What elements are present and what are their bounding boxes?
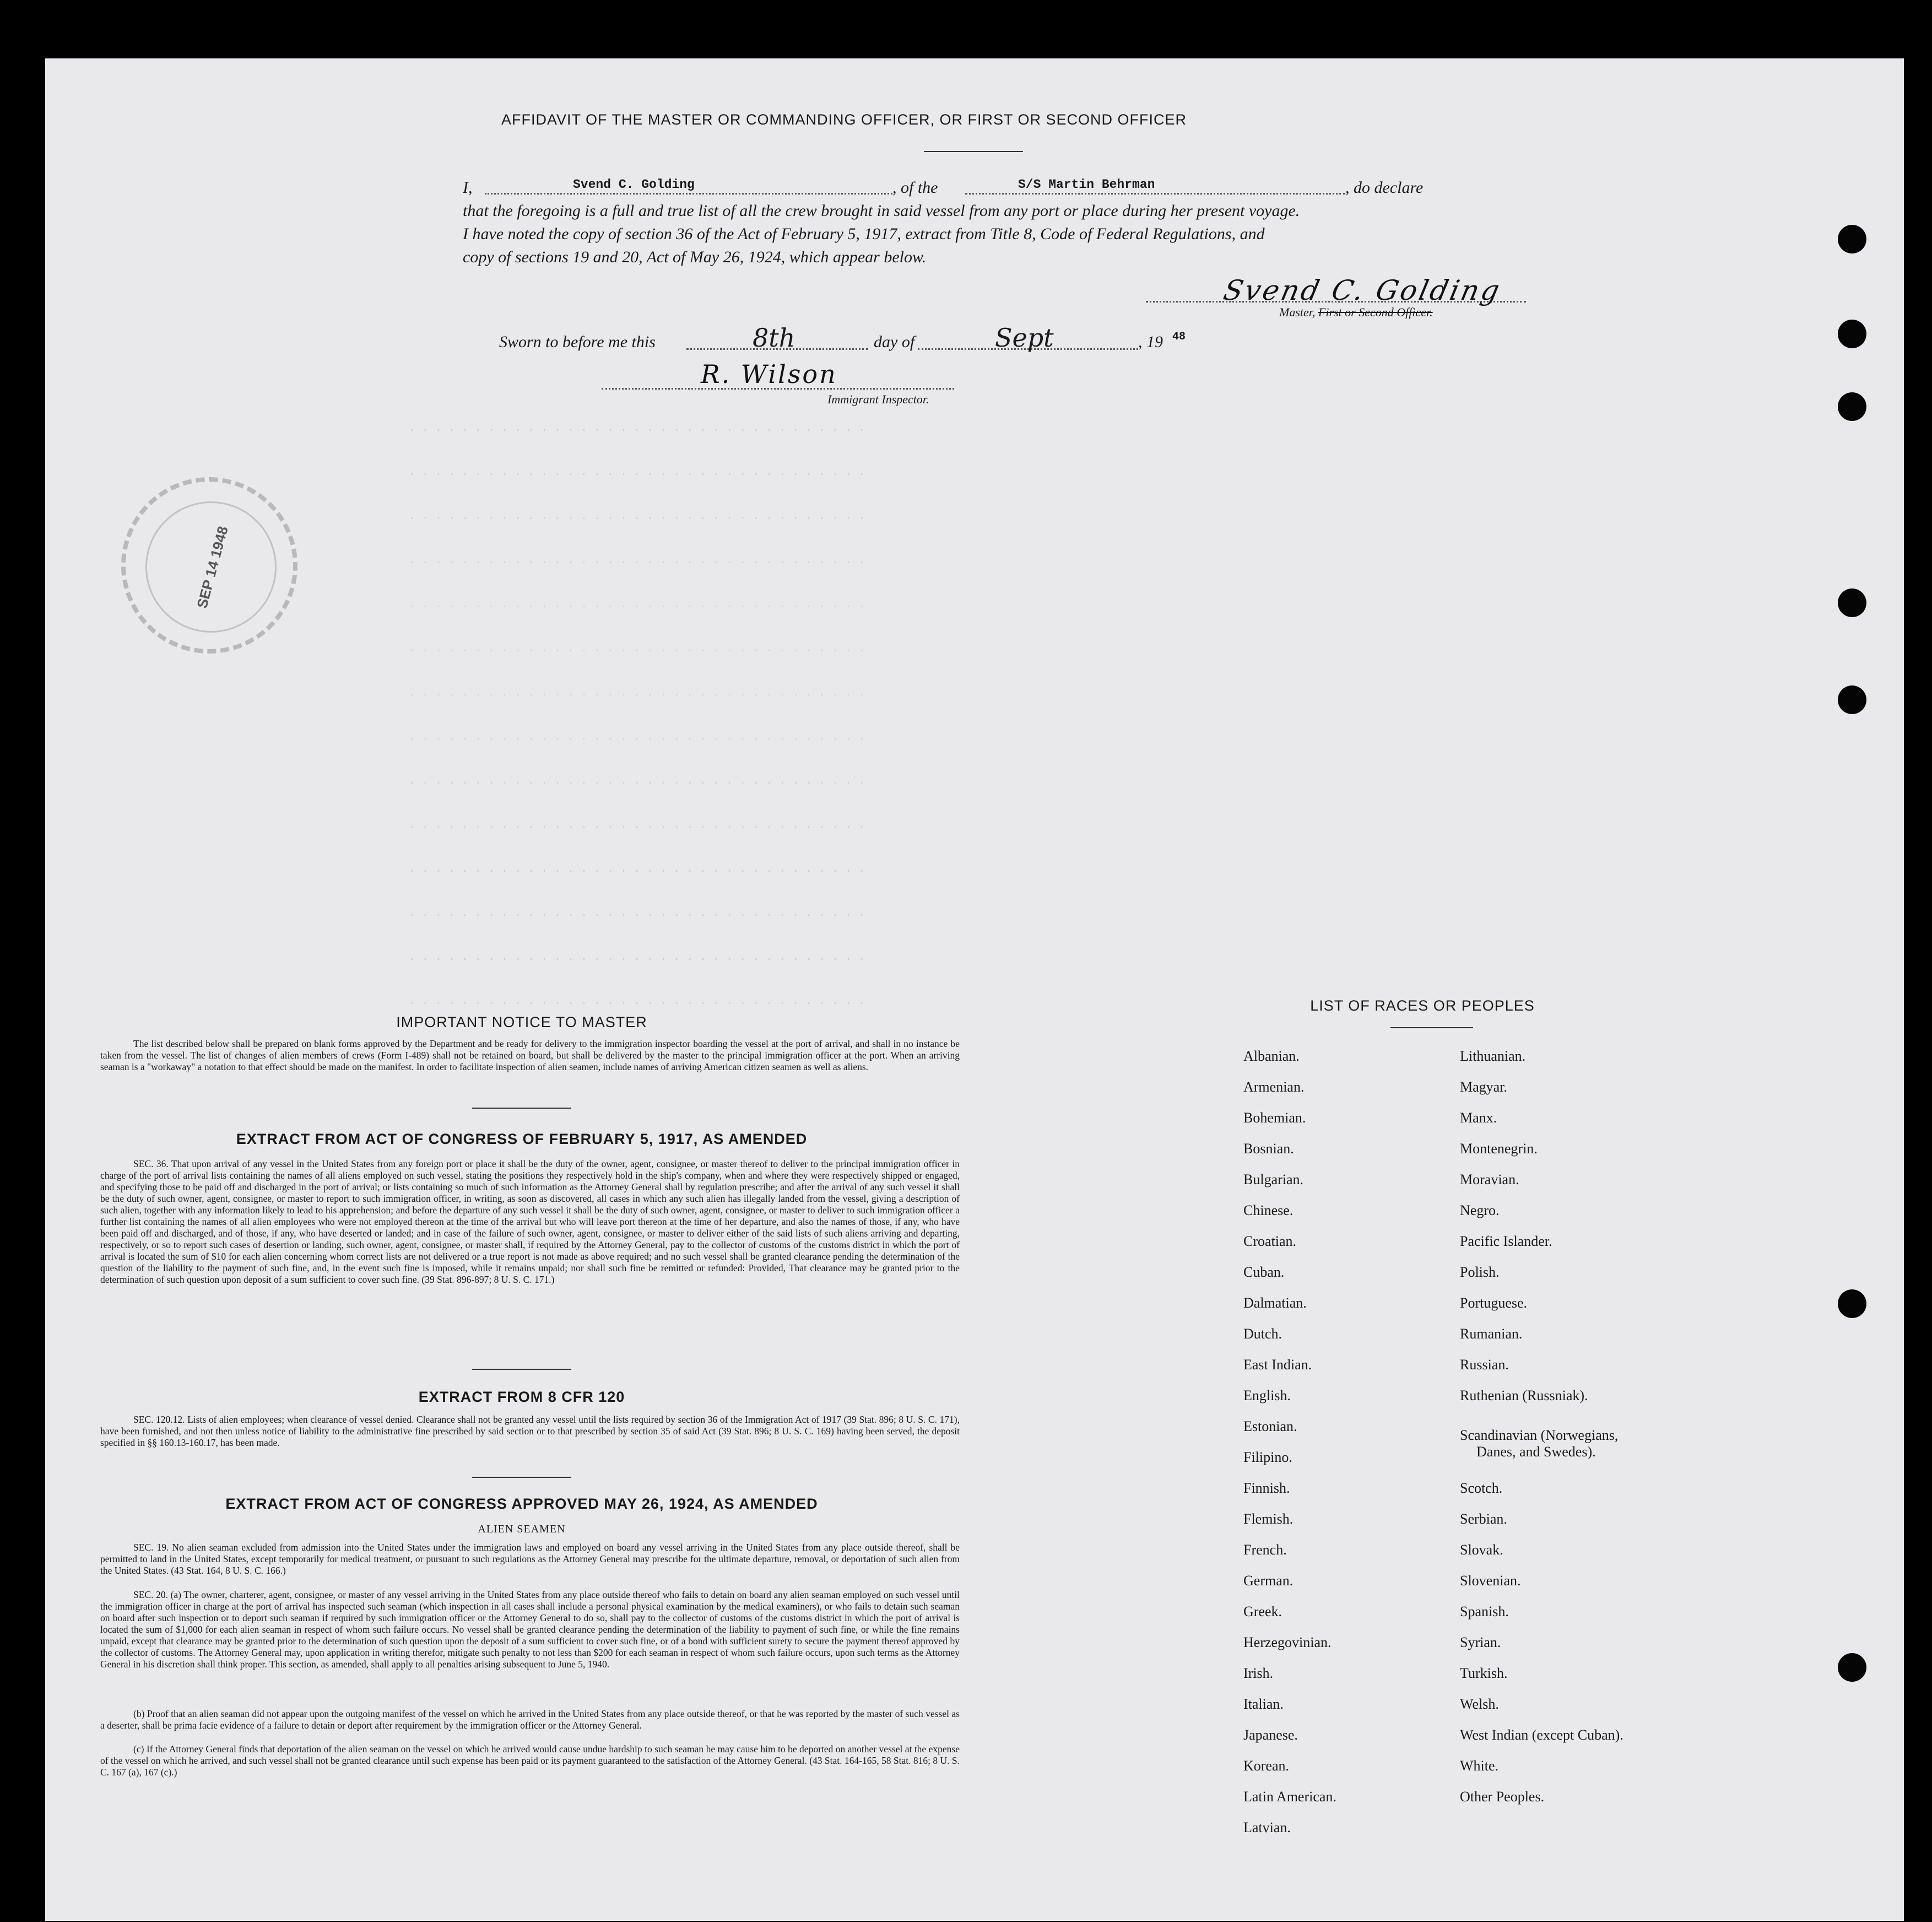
extract-1917-body: SEC. 36. That upon arrival of any vessel in the United States from any foreign port or place it shall be the duty of the owner, agent, consignee, or master thereof to deliver to the principal immigration officer in charge of the port of arrival lists containing the names of all aliens employed on such vessel, stating the positions they respectively hold in the ship's company, when and where they were respectively shipped or engaged, and specifying those to be paid off and discharged in the port of arrival; or lists containing so much of such information as the Attorney General shall by regulation prescribe; and after the arrival of any such vessel it shall be the duty of such owner, agent, consignee, or master to report to such immigration officer, in writing, as soon as discovered, all cases in which any such alien has illegally landed from the vessel, giving a description of such alien, together with any information likely to lead to his apprehension; and before the departure of any such vessel it shall be the duty of such owner, agent, consignee, or master to deliver to such immigration officer a further list containing the names of all alien employees who were not employed thereon at the time of the arrival but who will leave port thereon at the time of her departure, and also the names of those, if any, who have been paid off and discharged, and of those, if any, who have deserted or landed; and in case of the failure of such owner, agent, consignee, or master to deliver either of the said lists of such aliens arriving and departing, respectively, or so to report such cases of desertion or landing, such owner, agent, consignee, or master shall, if required by the Attorney General, pay to the collector of customs of the customs district in which the port of arrival is located the sum of $10 for each alien concerning whom correct lists are not delivered or a true report is not made as above required; and no such vessel shall be granted clearance pending the determination of the question of the liability to the payment of such fine, and, in the event such fine is imposed, while it remains unpaid; nor shall such fine be remitted or refunded: Provided, That clearance may be granted prior to the determination of such question upon deposit of a sum sufficient to cover such fine. (39 Stat. 896-897; 8 U. S. C. 171.) xyxy=(100,1158,960,1285)
race-item: Serbian. xyxy=(1460,1511,1507,1527)
master-signature: Svend C. Golding xyxy=(1220,274,1505,306)
affidavit-line-1 xyxy=(463,179,1554,201)
race-item: Finnish. xyxy=(1243,1480,1290,1496)
year-suffix: 48 xyxy=(1172,331,1186,343)
race-item: Magyar. xyxy=(1460,1079,1507,1095)
race-item: Latin American. xyxy=(1243,1789,1336,1805)
race-item: Turkish. xyxy=(1460,1665,1508,1681)
extract-1924-subtitle: ALIEN SEAMEN xyxy=(478,1523,566,1535)
received-date-stamp xyxy=(121,477,297,654)
race-item: Ruthenian (Russniak). xyxy=(1460,1387,1588,1403)
race-item: Slovak. xyxy=(1460,1542,1503,1558)
race-item: Herzegovinian. xyxy=(1243,1634,1332,1650)
extract-1924-title: EXTRACT FROM ACT OF CONGRESS APPROVED MAY 26, 1924, AS AMENDED xyxy=(225,1496,818,1512)
race-item: Lithuanian. xyxy=(1460,1048,1526,1064)
race-item: Armenian. xyxy=(1243,1079,1305,1095)
notice-title: IMPORTANT NOTICE TO MASTER xyxy=(396,1014,647,1030)
section-rule xyxy=(472,1369,571,1370)
extract-1924-sec19: SEC. 19. No alien seaman excluded from admission into the United States under the immigration laws and employed on board any vessel arriving in the United States from any place outside thereof, shall be permitted to land in the United States, except temporarily for medical treatment, or pursuant to such regulations as the Attorney General may prescribe for the ultimate departure, removal, or deportation of such alien from the United States. (43 Stat. 164, 8 U. S. C. 166.) xyxy=(100,1542,960,1576)
punch-hole xyxy=(1838,1289,1866,1318)
race-item: Croatian. xyxy=(1243,1233,1297,1249)
race-item: Bulgarian. xyxy=(1243,1171,1304,1187)
race-item: Dutch. xyxy=(1243,1326,1282,1342)
race-item: Chinese. xyxy=(1243,1202,1294,1218)
inspector-signature: R. Wilson xyxy=(701,359,837,389)
races-title-rule xyxy=(1390,1027,1473,1028)
race-item: Rumanian. xyxy=(1460,1326,1523,1342)
race-item: Filipino. xyxy=(1243,1449,1292,1465)
affidavit-line-4: copy of sections 19 and 20, Act of May 26, 1924, which appear below. xyxy=(463,248,927,266)
extract-1924-sec20c: (c) If the Attorney General finds that deportation of the alien seaman on the vessel on which he arrived would cause undue hardship to such seaman he may cause him to be deported on another vessel at the expense of the vessel on which he arrived, and such vessel shall not be granted clearance until such expense has been paid or its payment guaranteed to the satisfaction of the Attorney General. (43 Stat. 164-165, 58 Stat. 816; 8 U. S. C. 167 (a), 167 (c).) xyxy=(100,1743,960,1778)
document-page: . . . . . . . . . . . . . . . . . . . . . . . . . . . . . . . . . . . . . . . . . . . . . . . . . . . . . . . . . . . . . . . . . . . . . . . . . . . . . . . . . . . . . . . . . . . . . . . . . . . . . . . . . . . . . . . . . . . . . . . . . . . . . . . . . . . . . . . . . . . . . . . . . . . . . . . . . . . . . . . . . . . . . . . . . . . . . . . . . . . . . . . . . . . . . . . . . . . . . . . . . . . . . . . . . . . . . . . . . . . . . . . . . . . . . . . . . . . . . . . . . . . . . . . . . . . . . . . . . . . . . . . . . . . . . . . . . . . . . . . . . . . . . . . . . . . . . . . . . . . . . . . . . . . . . . . . . . . . . . . . . . . . . . . . . . . . . . . . . . . . . . . . . . . . . . . . . . . . . . . . . . . . . . . . . . . . . . . . . . . . . . . . . . . . . . . . . . . . . . . . . . . . . . . . . . . . . . . . . . . . . . . . . . . . . . . . . . . . . . . . . . . . . . . . . . . . . . . . . . . . . . . . . . . . . . . . . . . . . . . . . . . . . . . . . . AFFIDAVIT OF THE MASTER OR COMMANDING OFFICER, OR FIRST OR SECOND OFFICER I, Svend C. Golding , of the S/S Martin Behrman , do declare that the foregoing is a full and true list of all the crew brought in said vessel from any port or place during her present voyage. I have noted the copy of section 36 of the Act of February 5, 1917, extract from Title 8, Code of Federal Regulations, and copy of sections 19 and 20, Act of May 26, 1924, which appear below. Svend C. Golding Master, First or Second Officer. Sworn to before me this 8th day of Sept , 19 48 R. Wilson Immigrant Inspector. SEP 14 1948 IMPORTANT NOTICE TO MASTER The list described below shall be prepared on blank forms approved by the Department and be ready for delivery to the immigration inspector boarding the vessel at the port of arrival, and shall in no instance be taken from the vessel. The list of changes of alien members of crews (Form I-489) shall not be retained on board, but shall be delivered by the master to the principal immigration officer at the port. When an arriving seaman is a "workaway" a notation to that effect should be made on the manifest. In order to facilitate inspection of alien seamen, include names of arriving American citizen seamen as well as aliens. EXTRACT FROM ACT OF CONGRESS OF FEBRUARY 5, 1917, AS AMENDED SEC. 36. That upon arrival of any vessel in the United States from any foreign port or place it shall be the duty of the owner, agent, consignee, or master thereof to deliver to the principal immigration officer in charge of the port of arrival lists containing the names of all aliens employed on such vessel, stating the positions they respectively hold in the ship's company, when and where they were respectively shipped or engaged, and specifying those to be paid off and discharged in the port of arrival; or lists containing so much of such information as the Attorney General shall by regulation prescribe; and after the arrival of any such vessel it shall be the duty of such owner, agent, consignee, or master to report to such immigration officer, in writing, as soon as discovered, all cases in which any such alien has illegally landed from the vessel, giving a description of such alien, together with any information likely to lead to his apprehension; and before the departure of any such vessel it shall be the duty of such owner, agent, consignee, or master to deliver to such immigration officer a further list containing the names of all alien employees who were not employed thereon at the time of the arrival but who will leave port thereon at the time of her departure, and also the names of those, if any, who have been paid off and discharged, and of those, if any, who have deserted or landed; and in case of the failure of such owner, agent, consignee, or master to deliver either of the said lists of such aliens arriving and departing, respectively, or so to report such cases of desertion or landing, such owner, agent, consignee, or master shall, if required by the Attorney General, pay to the collector of customs of the customs district in which the port of arrival is located the sum of $10 for each alien concerning whom correct lists are not delivered or a true report is not made as above required; and no such vessel shall be granted clearance pending the determination of the question of the liability to the payment of such fine, and, in the event such fine is imposed, while it remains unpaid; nor shall such fine be remitted or refunded: Provided, That clearance may be granted prior to the determination of such question upon deposit of a sum sufficient to cover such fine. (39 Stat. 896-897; 8 U. S. C. 171.) EXTRACT FROM 8 CFR 120 SEC. 120.12. Lists of alien employees; when clearance of vessel denied. Clearance shall not be granted any vessel until the lists required by section 36 of the Immigration Act of 1917 (39 Stat. 896; 8 U. S. C. 171), have been furnished, and not then unless notice of liability to the administrative fine prescribed by said section or to that prescribed by section 35 of said Act (39 Stat. 896; 8 U. S. C. 169) having been served, the deposit specified in §§ 160.13-160.17, has been made. EXTRACT FROM ACT OF CONGRESS APPROVED MAY 26, 1924, AS AMENDED ALIEN SEAMEN SEC. 19. No alien seaman excluded from admission into the United States under the immigration laws and employed on board any vessel arriving in the United States from any place outside thereof, shall be permitted to land in the United States, except temporarily for medical treatment, or pursuant to such regulations as the Attorney General may prescribe for the ultimate departure, removal, or deportation of such alien from the United States. (43 Stat. 164, 8 U. S. C. 166.) SEC. 20. (a) The owner, charterer, agent, consignee, or master of any vessel arriving in the United States from any place outside thereof who fails to detain on board any alien seaman employed on such vessel until the immigration officer in charge at the port of arrival has inspected such seaman (which inspection in all cases shall include a personal physical examination by the medical examiners), or who fails to detain such seaman on board after such inspection or to deport such seaman if required by such immigration officer or the Attorney General to do so, shall pay to the collector of customs of the customs district in which the port of arrival is located the sum of $1,000 for each alien seaman in respect of whom such failure occurs. No vessel shall be granted clearance pending the determination of the liability to payment of such fine, or while the fine remains unpaid, except that clearance may be granted prior to the determination of such question upon the deposit of a sum sufficient to cover such fine, or of a bond with sufficient surety to secure the payment thereof approved by the collector of customs. The Attorney General may, upon application in writing therefor, mitigate such penalty to not less than $200 for each seaman in respect of whom such failure occurs, upon such terms as the Attorney General in his discretion shall think proper. This section, as amended, shall apply to all penalties arising subsequent to June 5, 1940. (b) Proof that an alien seaman did not appear upon the outgoing manifest of the vessel on which he arrived in the United States from any place outside thereof, or that he was reported by the master of such vessel as a deserter, shall be prima facie evidence of a failure to detain or deport after requirement by the immigration officer or the Attorney General. (c) If the Attorney General finds that deportation of the alien seaman on the vessel on which he arrived would cause undue hardship to such seaman he may cause him to be deported on another vessel at the expense of the vessel on which he arrived, and such vessel shall not be granted clearance until such expense has been paid or its payment guaranteed to the satisfaction of the Attorney General. (43 Stat. 164-165, 58 Stat. 816; 8 U. S. C. 167 (a), 167 (c).) LIST OF RACES OR PEOPLES Albanian. Armenian. Bohemian. Bosnian. Bulgarian. Chinese. Croatian. Cuban. Dalmatian. Dutch. East Indian. English. Estonian. Filipino. Finnish. Flemish. French. German. Greek. Herzegovinian. Irish. Italian. Japanese. Korean. Latin American. Latvian. Lithuanian. Magyar. Manx. Montenegrin. Moravian. Negro. Pacific Islander. Polish. Portuguese. Rumanian. Russian. Ruthenian (Russniak). Scandinavian (Norwegians, Danes, and Swedes). Scotch. Serbian. Slovak. Slovenian. Spanish. Syrian. Turkish. Welsh. West Indian (except Cuban). White. Other Peoples. xyxy=(45,58,1904,1921)
extract-cfr-title: EXTRACT FROM 8 CFR 120 xyxy=(418,1389,625,1405)
punch-hole xyxy=(1838,589,1866,617)
affidavit-line-3: I have noted the copy of section 36 of the Act of February 5, 1917, extract from Title 8, Code of Federal Regulations, and xyxy=(463,225,1265,243)
caption-struck-officer: First or Second Officer. xyxy=(1318,305,1433,319)
race-item: Slovenian. xyxy=(1460,1573,1521,1589)
races-title: LIST OF RACES OR PEOPLES xyxy=(1310,997,1535,1014)
race-item: Bohemian. xyxy=(1243,1110,1306,1126)
race-item: Pacific Islander. xyxy=(1460,1233,1552,1249)
extract-cfr-body: SEC. 120.12. Lists of alien employees; when clearance of vessel denied. Clearance shall not be granted any vessel until the lists required by section 36 of the Immigration Act of 1917 (39 Stat. 896; 8 U. S. C. 171), have been furnished, and not then unless notice of liability to the administrative fine prescribed by said section or to that prescribed by section 35 of said Act (39 Stat. 896; 8 U. S. C. 169) having been served, the deposit specified in §§ 160.13-160.17, has been made. xyxy=(100,1414,960,1448)
vessel-name-field: S/S Martin Behrman xyxy=(1018,177,1155,192)
race-item: Korean. xyxy=(1243,1758,1290,1774)
punch-hole xyxy=(1838,225,1866,253)
caption-master: Master, xyxy=(1279,305,1318,319)
master-name-dots xyxy=(485,193,892,195)
stamp-date: SEP 14 1948 xyxy=(193,524,231,611)
of-the-label: , of the xyxy=(892,179,938,197)
race-item: Latvian. xyxy=(1243,1820,1291,1835)
section-rule xyxy=(472,1477,571,1478)
sworn-line xyxy=(499,323,1325,361)
race-item: Cuban. xyxy=(1243,1264,1285,1280)
extract-1924-sec20a: SEC. 20. (a) The owner, charterer, agent, consignee, or master of any vessel arriving in the United States from any place outside thereof who fails to detain on board any alien seaman employed on such vessel until the immigration officer in charge at the port of arrival has inspected such seaman (which inspection in all cases shall include a personal physical examination by the medical examiners), or who fails to detain such seaman on board after such inspection or to deport such seaman if required by such immigration officer or the Attorney General to do so, shall pay to the collector of customs of the customs district in which the port of arrival is located the sum of $1,000 for each alien seaman in respect of whom such failure occurs. No vessel shall be granted clearance pending the determination of the liability to payment of such fine, or while the fine remains unpaid, except that clearance may be granted prior to the determination of such question upon the deposit of a sum sufficient to cover such fine, or of a bond with sufficient surety to secure the payment thereof approved by the collector of customs. The Attorney General may, upon application in writing therefor, mitigate such penalty to not less than $200 for each seaman in respect of whom such failure occurs, upon such terms as the Attorney General in his discretion shall think proper. This section, as amended, shall apply to all penalties arising subsequent to June 5, 1940. xyxy=(100,1589,960,1670)
race-item: Scandinavian (Norwegians, xyxy=(1460,1427,1619,1443)
day-of-label: day of xyxy=(874,333,915,351)
race-item: Other Peoples. xyxy=(1460,1789,1545,1805)
race-item: Welsh. xyxy=(1460,1696,1499,1712)
race-item: Danes, and Swedes). xyxy=(1476,1444,1596,1460)
race-item: Italian. xyxy=(1243,1696,1284,1712)
affidavit-title: AFFIDAVIT OF THE MASTER OR COMMANDING OFFICER, OR FIRST OR SECOND OFFICER xyxy=(501,111,1187,128)
race-item: Flemish. xyxy=(1243,1511,1294,1527)
punch-hole xyxy=(1838,392,1866,421)
extract-1924-sec20b: (b) Proof that an alien seaman did not appear upon the outgoing manifest of the vessel on which he arrived in the United States from any place outside thereof, or that he was reported by the master of such vessel as a deserter, shall be prima facie evidence of a failure to detain or deport after requirement by the immigration officer or the Attorney General. xyxy=(100,1708,960,1731)
race-item: White. xyxy=(1460,1758,1499,1774)
race-item: French. xyxy=(1243,1542,1287,1558)
affidavit-i: I, xyxy=(463,179,473,197)
race-item: Bosnian. xyxy=(1243,1141,1294,1157)
punch-hole xyxy=(1838,1653,1866,1682)
vessel-dots xyxy=(965,193,1345,195)
race-item: East Indian. xyxy=(1243,1357,1312,1373)
race-item: West Indian (except Cuban). xyxy=(1460,1727,1623,1743)
race-item: Albanian. xyxy=(1243,1048,1300,1064)
inspector-caption: Immigrant Inspector. xyxy=(827,392,929,406)
sworn-label: Sworn to before me this xyxy=(499,333,656,351)
race-item: Scotch. xyxy=(1460,1480,1503,1496)
master-name-field: Svend C. Golding xyxy=(573,177,695,192)
race-item: Estonian. xyxy=(1243,1418,1297,1434)
master-signature-caption xyxy=(1279,305,1433,320)
punch-hole xyxy=(1838,685,1866,714)
do-declare-label: , do declare xyxy=(1345,179,1424,197)
race-item: Dalmatian. xyxy=(1243,1295,1307,1311)
race-item: Moravian. xyxy=(1460,1171,1519,1187)
race-item: Syrian. xyxy=(1460,1634,1501,1650)
affidavit-line-2: that the foregoing is a full and true list of all the crew brought in said vessel from any port or place during her present voyage. xyxy=(463,202,1300,220)
race-item: Greek. xyxy=(1243,1604,1282,1619)
title-rule xyxy=(924,151,1023,152)
sworn-day: 8th xyxy=(753,323,795,353)
race-item: Japanese. xyxy=(1243,1727,1298,1743)
race-item: Polish. xyxy=(1460,1264,1500,1280)
race-item: Montenegrin. xyxy=(1460,1141,1538,1157)
section-rule xyxy=(472,1108,571,1109)
punch-hole xyxy=(1838,320,1866,348)
year-prefix: , 19 xyxy=(1138,333,1163,351)
sworn-month: Sept xyxy=(995,323,1054,353)
race-item: Spanish. xyxy=(1460,1604,1509,1619)
race-item: Negro. xyxy=(1460,1202,1500,1218)
race-item: German. xyxy=(1243,1573,1294,1589)
extract-1917-title: EXTRACT FROM ACT OF CONGRESS OF FEBRUARY 5, 1917, AS AMENDED xyxy=(236,1131,808,1147)
notice-body: The list described below shall be prepared on blank forms approved by the Department and be ready for delivery to the immigration inspector boarding the vessel at the port of arrival, and shall in no instance be taken from the vessel. The list of changes of alien members of crews (Form I-489) shall not be retained on board, but shall be delivered by the master to the principal immigration officer at the port. When an arriving seaman is a "workaway" a notation to that effect should be made on the manifest. In order to facilitate inspection of alien seamen, include names of arriving American citizen seamen as well as aliens. xyxy=(100,1038,960,1072)
race-item: Irish. xyxy=(1243,1665,1274,1681)
race-item: Russian. xyxy=(1460,1357,1509,1373)
race-item: Portuguese. xyxy=(1460,1295,1528,1311)
race-item: Manx. xyxy=(1460,1110,1497,1126)
race-item: English. xyxy=(1243,1387,1291,1403)
